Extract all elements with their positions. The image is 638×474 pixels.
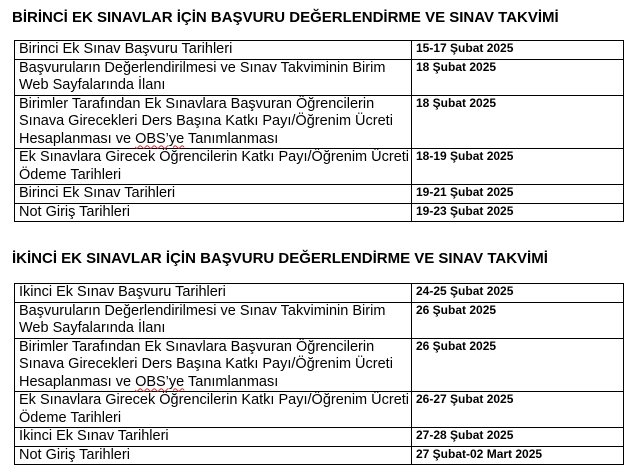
- row-date: 15-17 Şubat 2025: [412, 41, 624, 60]
- row-description: [15, 338, 412, 392]
- schedule-table-first: [14, 40, 624, 222]
- row-date: 26 Şubat 2025: [412, 338, 624, 392]
- row-description: Başvuruların Değerlendirilmesi ve Sınav Takviminin Birim Web Sayfalarında İlanı: [15, 302, 412, 338]
- table-row: [15, 446, 624, 465]
- row-description-text: Birimler Tarafından Ek Sınavlara Başvuran Öğrencilerin Sınava Girecekleri Ders Başına Katkı Payı/Öğrenim Ücreti Hesaplanması ve: [19, 338, 393, 390]
- table-row: [15, 392, 624, 428]
- row-description: Not Giriş Tarihleri: [15, 446, 412, 465]
- table-row: [15, 41, 624, 60]
- table-row: [15, 185, 624, 204]
- row-description: Birinci Ek Sınav Başvuru Tarihleri: [15, 41, 412, 60]
- row-description: Başvuruların Değerlendirilmesi ve Sınav Takviminin Birim Web Sayfalarında İlanı: [15, 59, 412, 95]
- row-date: 19-23 Şubat 2025: [412, 203, 624, 222]
- row-description-text: Birimler Tarafından Ek Sınavlara Başvuran Öğrencilerin Sınava Girecekleri Ders Başına Katkı Payı/Öğrenim Ücreti Hesaplanması ve: [19, 95, 393, 147]
- row-date: 26-27 Şubat 2025: [412, 392, 624, 428]
- row-date: 19-21 Şubat 2025: [412, 185, 624, 204]
- spellcheck-marked-word: OBS’ye: [135, 130, 185, 147]
- table-row: [15, 428, 624, 447]
- row-description: Birinci Ek Sınav Tarihleri: [15, 185, 412, 204]
- table-row: [15, 284, 624, 303]
- row-date: 18 Şubat 2025: [412, 95, 624, 149]
- row-date: 18-19 Şubat 2025: [412, 149, 624, 185]
- row-date: 24-25 Şubat 2025: [412, 284, 624, 303]
- schedule-table-second: [14, 283, 624, 465]
- spellcheck-marked-word: OBS’ye: [135, 373, 185, 390]
- table-row: [15, 95, 624, 149]
- table-row: [15, 149, 624, 185]
- row-date: 27-28 Şubat 2025: [412, 428, 624, 447]
- row-description: Ek Sınavlara Girecek Öğrencilerin Katkı Payı/Öğrenim Ücreti Ödeme Tarihleri: [15, 149, 412, 185]
- table-row: [15, 59, 624, 95]
- row-description: İkinci Ek Sınav Başvuru Tarihleri: [15, 284, 412, 303]
- row-description: İkinci Ek Sınav Tarihleri: [15, 428, 412, 447]
- row-description-text: Tanımlanması: [184, 373, 279, 390]
- section-title-second: İKİNCİ EK SINAVLAR İÇİN BAŞVURU DEĞERLENDİRME VE SINAV TAKVİMİ: [12, 250, 548, 267]
- table-row: [15, 302, 624, 338]
- section-title-first: BİRİNCİ EK SINAVLAR İÇİN BAŞVURU DEĞERLENDİRME VE SINAV TAKVİMİ: [12, 9, 559, 26]
- table-row: [15, 203, 624, 222]
- row-description-text: Tanımlanması: [184, 130, 279, 147]
- row-date: 18 Şubat 2025: [412, 59, 624, 95]
- row-date: 27 Şubat-02 Mart 2025: [412, 446, 624, 465]
- row-description: [15, 95, 412, 149]
- row-description: Ek Sınavlara Girecek Öğrencilerin Katkı Payı/Öğrenim Ücreti Ödeme Tarihleri: [15, 392, 412, 428]
- row-description: Not Giriş Tarihleri: [15, 203, 412, 222]
- table-row: [15, 338, 624, 392]
- row-date: 26 Şubat 2025: [412, 302, 624, 338]
